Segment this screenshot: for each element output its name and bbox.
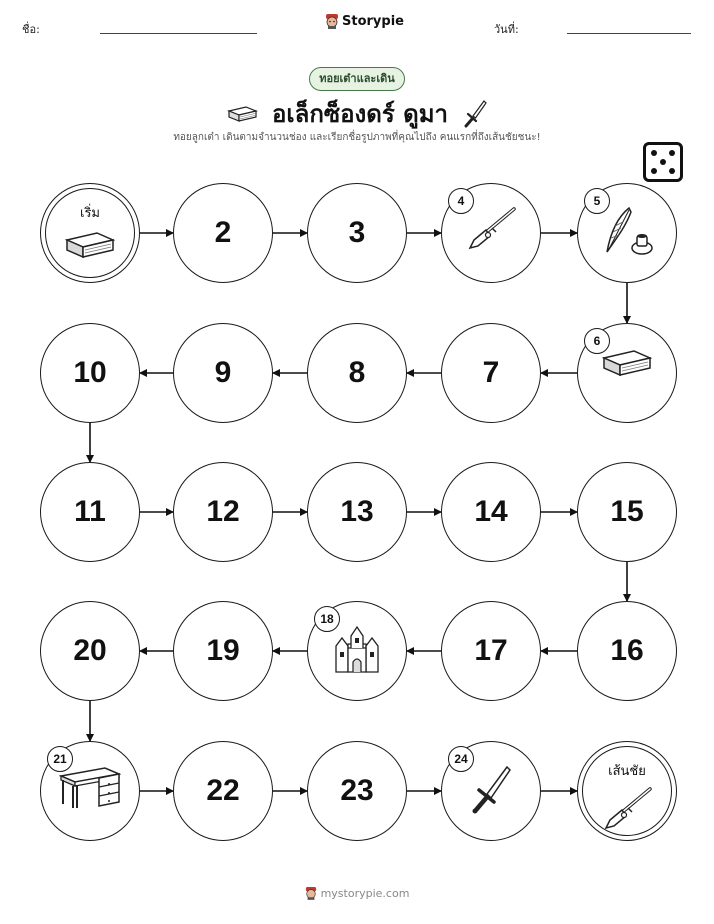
board-space-15: [577, 462, 677, 562]
date-label: วันที่:: [494, 23, 519, 36]
space-number: 8: [348, 356, 366, 389]
footer-url: mystorypie.com: [320, 886, 410, 900]
game-type-badge: ทอยเต๋าและเดิน: [309, 67, 405, 91]
board-space-3: [307, 183, 407, 283]
space-number: 11: [74, 495, 106, 528]
board-space-18: [307, 601, 407, 701]
brand-name: Storypie: [342, 13, 404, 29]
castle-icon: [332, 624, 382, 678]
start-label: เริ่ม: [80, 206, 100, 221]
board-space-11: [40, 462, 140, 562]
space-number-badge: 6: [584, 328, 610, 354]
space-number: 22: [206, 774, 240, 807]
footer: [0, 886, 714, 900]
finish-label: เส้นชัย: [608, 764, 646, 779]
name-label: ชื่อ:: [22, 23, 40, 36]
space-number: 13: [340, 495, 374, 528]
board-space-13: [307, 462, 407, 562]
board-space-17: [441, 601, 541, 701]
board-space-6: [577, 323, 677, 423]
musket-icon: [464, 206, 518, 254]
space-number: 17: [474, 634, 508, 667]
instructions: ทอยลูกเต๋า เดินตามจำนวนช่อง และเรียกชื่อรูปภาพที่คุณไปถึง คนแรกที่ถึงเส้นชัยชนะ!: [173, 132, 541, 143]
space-number: 9: [214, 356, 232, 389]
space-number: 20: [73, 634, 107, 667]
space-number-badge: 4: [448, 188, 474, 214]
space-number: 2: [214, 216, 232, 249]
space-number: 12: [206, 495, 240, 528]
page-title: อเล็กซ็องดร์ ดูมา: [272, 100, 448, 128]
musket-icon: [600, 786, 654, 834]
board-space-23: [307, 741, 407, 841]
board-space-2: [173, 183, 273, 283]
space-number-badge: 5: [584, 188, 610, 214]
board-space-16: [577, 601, 677, 701]
board-space-20: [40, 601, 140, 701]
storypie-mascot-icon: [305, 886, 317, 900]
space-number-badge: 24: [448, 746, 474, 772]
space-number-badge: 18: [314, 606, 340, 632]
board-space-10: [40, 323, 140, 423]
board-space-21: [40, 741, 140, 841]
space-number: 3: [348, 216, 366, 249]
space-number: 19: [206, 634, 240, 667]
board-space-9: [173, 323, 273, 423]
board-space-25: [577, 741, 677, 841]
desk-icon: [59, 764, 121, 814]
space-number-badge: 21: [47, 746, 73, 772]
book-icon: [63, 228, 117, 266]
space-number: 14: [474, 495, 508, 528]
board-space-8: [307, 323, 407, 423]
board-space-5: [577, 183, 677, 283]
space-number: 16: [610, 634, 644, 667]
board-space-1: [40, 183, 140, 283]
sword-icon: [469, 764, 513, 818]
quill-inkwell-icon: [599, 206, 655, 262]
book-icon: [600, 346, 654, 384]
board-space-12: [173, 462, 273, 562]
space-number: 10: [73, 356, 107, 389]
board-space-19: [173, 601, 273, 701]
space-number: 7: [482, 356, 500, 389]
board-space-7: [441, 323, 541, 423]
board-space-14: [441, 462, 541, 562]
space-number: 23: [340, 774, 374, 807]
space-number: 15: [610, 495, 644, 528]
board-space-4: [441, 183, 541, 283]
board-space-24: [441, 741, 541, 841]
board-space-22: [173, 741, 273, 841]
